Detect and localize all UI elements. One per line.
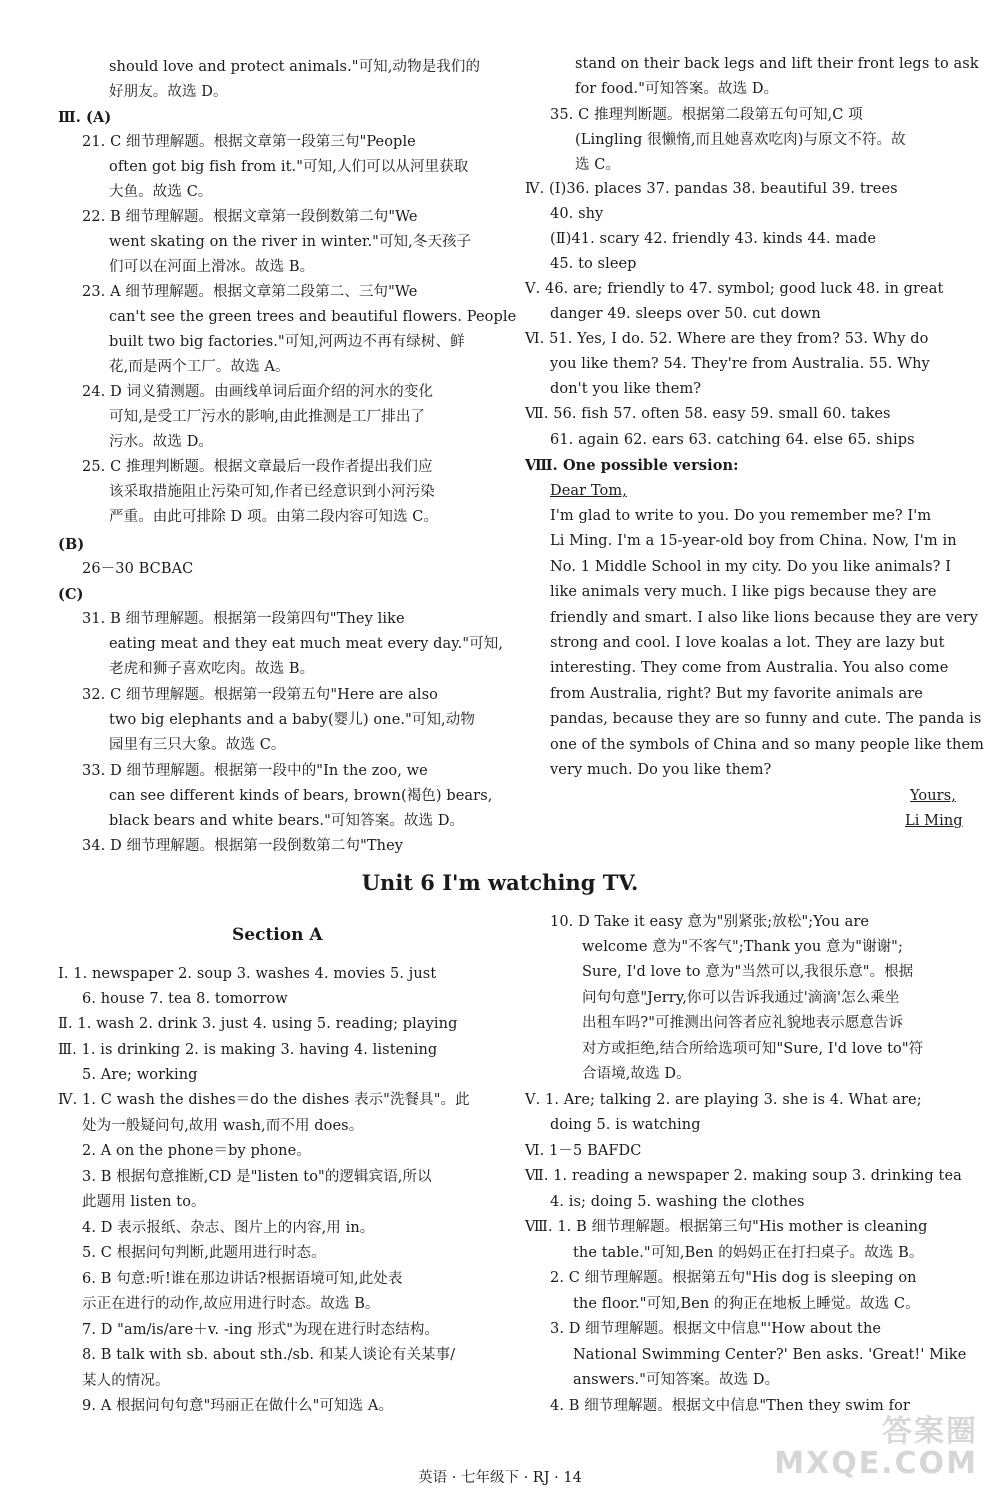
text-line: two big elephants and a baby(婴儿) one."可知,动物 <box>109 712 475 728</box>
text-line: 21. C 细节理解题。根据文章第一段第三句"People <box>82 134 416 150</box>
text-line: 5. C 根据问句判断,此题用进行时态。 <box>82 1245 326 1261</box>
text-line: Sure, I'd love to 意为"当然可以,我很乐意"。根据 <box>582 964 914 980</box>
letter-line: very much. Do you like them? <box>550 762 772 778</box>
section-heading: (C) <box>58 586 84 603</box>
section-heading: Ⅷ. One possible version: <box>525 457 739 474</box>
text-line: doing 5. is watching <box>550 1117 701 1133</box>
text-line: Ⅳ. (Ⅰ)36. places 37. pandas 38. beautiful 39. trees <box>525 181 898 197</box>
text-line: 示正在进行的动作,故应用进行时态。故选 B。 <box>82 1296 380 1312</box>
text-line: 9. A 根据问句句意"玛丽正在做什么"可知选 A。 <box>82 1398 394 1414</box>
text-line: (Ⅱ)41. scary 42. friendly 43. kinds 44. made <box>550 231 877 247</box>
letter-line: from Australia, right? But my favorite animals are <box>550 686 923 702</box>
text-line: 大鱼。故选 C。 <box>109 184 213 200</box>
text-line: eating meat and they eat much meat every day."可知, <box>109 636 504 652</box>
text-line: you like them? 54. They're from Australia. 55. Why <box>550 356 930 372</box>
text-line: 此题用 listen to。 <box>82 1194 206 1210</box>
text-line: 出租车吗?"可推测出问答者应礼貌地表示愿意告诉 <box>582 1015 904 1031</box>
letter-line: one of the symbols of China and so many people like them <box>550 737 985 753</box>
section-heading: (B) <box>58 536 85 553</box>
text-line: 2. C 细节理解题。根据第五句"His dog is sleeping on <box>550 1270 917 1286</box>
letter-line: like animals very much. I like pigs because they are <box>550 584 937 600</box>
text-line: built two big factories."可知,河两边不再有绿树、鲜 <box>109 334 465 350</box>
text-line: 对方或拒绝,结合所给选项可知"Sure, I'd love to"符 <box>582 1041 924 1057</box>
text-line: Ⅱ. 1. wash 2. drink 3. just 4. using 5. reading; playing <box>58 1016 458 1032</box>
letter-closing: Yours, <box>910 788 956 804</box>
letter-signature: Li Ming <box>905 813 963 829</box>
letter-line: Li Ming. I'm a 15-year-old boy from China. Now, I'm in <box>550 533 957 549</box>
letter-line: pandas, because they are so funny and cute. The panda is <box>550 711 982 727</box>
text-line: Ⅵ. 1－5 BAFDC <box>525 1143 642 1159</box>
text-line: 问句句意"Jerry,你可以告诉我通过'滴滴'怎么乘坐 <box>582 990 900 1006</box>
text-line: don't you like them? <box>550 381 702 397</box>
text-line: 2. A on the phone＝by phone。 <box>82 1143 311 1159</box>
letter-greeting: Dear Tom, <box>550 483 627 499</box>
text-line: 合语境,故选 D。 <box>582 1066 691 1082</box>
text-line: 8. B talk with sb. about sth./sb. 和某人谈论有关某事/ <box>82 1347 456 1363</box>
text-line: 33. D 细节理解题。根据第一段中的"In the zoo, we <box>82 763 428 779</box>
text-line: 5. Are; working <box>82 1067 198 1083</box>
text-line: 32. C 细节理解题。根据第一段第五句"Here are also <box>82 687 439 703</box>
text-line: Ⅳ. 1. C wash the dishes＝do the dishes 表示"洗餐具"。此 <box>58 1092 470 1108</box>
text-line: for food."可知答案。故选 D。 <box>575 81 779 97</box>
text-line: black bears and white bears."可知答案。故选 D。 <box>109 813 465 829</box>
text-line: 22. B 细节理解题。根据文章第一段倒数第二句"We <box>82 209 418 225</box>
watermark-url: MXQE.COM <box>774 1446 978 1481</box>
text-line: Ⅲ. 1. is drinking 2. is making 3. having 4. listening <box>58 1042 438 1058</box>
text-line: 4. B 细节理解题。根据文中信息"Then they swim for <box>550 1398 910 1414</box>
text-line: went skating on the river in winter."可知,冬天孩子 <box>109 234 472 250</box>
text-line: 该采取措施阻止污染可知,作者已经意识到小河污染 <box>109 484 435 500</box>
text-line: answers."可知答案。故选 D。 <box>573 1372 780 1388</box>
watermark-logo-text: 答案圈 <box>882 1414 978 1449</box>
text-line: 6. house 7. tea 8. tomorrow <box>82 991 288 1007</box>
text-line: National Swimming Center?' Ben asks. 'Great!' Mike <box>573 1347 967 1363</box>
letter-line: interesting. They come from Australia. You also come <box>550 660 949 676</box>
text-line: should love and protect animals."可知,动物是我们的 <box>109 59 481 75</box>
watermark <box>774 1416 978 1480</box>
text-line: the floor."可知,Ben 的狗正在地板上睡觉。故选 C。 <box>573 1296 920 1312</box>
letter-line: strong and cool. I love koalas a lot. They are lazy but <box>550 635 945 651</box>
text-line: 31. B 细节理解题。根据第一段第四句"They like <box>82 611 405 627</box>
text-line: 4. D 表示报纸、杂志、图片上的内容,用 in。 <box>82 1220 375 1236</box>
text-line: 10. D Take it easy 意为"别紧张;放松";You are <box>550 914 870 930</box>
letter-line: friendly and smart. I also like lions because they are very <box>550 610 979 626</box>
text-line: 3. B 根据句意推断,CD 是"listen to"的逻辑宾语,所以 <box>82 1169 432 1185</box>
text-line: 26－30 BCBAC <box>82 561 194 577</box>
text-line: Ⅶ. 1. reading a newspaper 2. making soup 3. drinking tea <box>525 1168 962 1184</box>
text-line: 7. D "am/is/are＋v. -ing 形式"为现在进行时态结构。 <box>82 1322 440 1338</box>
text-line: Ⅷ. 1. B 细节理解题。根据第三句"His mother is cleaning <box>525 1219 928 1235</box>
text-line: 园里有三只大象。故选 C。 <box>109 737 286 753</box>
text-line: 严重。由此可排除 D 项。由第二段内容可知选 C。 <box>109 509 439 525</box>
text-line: 选 C。 <box>575 157 621 173</box>
text-line: 某人的情况。 <box>82 1373 170 1389</box>
text-line: 处为一般疑问句,故用 wash,而不用 does。 <box>82 1118 364 1134</box>
text-line: 好朋友。故选 D。 <box>109 84 228 100</box>
page-footer: 英语 · 七年级下 · RJ · 14 <box>418 1470 582 1486</box>
text-line: can see different kinds of bears, brown(褐色) bears, <box>109 788 493 804</box>
text-line: 24. D 词义猜测题。由画线单词后面介绍的河水的变化 <box>82 384 434 400</box>
text-line: Ⅴ. 46. are; friendly to 47. symbol; good luck 48. in great <box>525 281 944 297</box>
text-line: the table."可知,Ben 的妈妈正在打扫桌子。故选 B。 <box>573 1245 924 1261</box>
text-line: 40. shy <box>550 206 604 222</box>
text-line: 34. D 细节理解题。根据第一段倒数第二句"They <box>82 838 404 854</box>
section-heading: Ⅲ. (A) <box>58 109 112 126</box>
text-line: danger 49. sleeps over 50. cut down <box>550 306 821 322</box>
text-line: Ⅰ. 1. newspaper 2. soup 3. washes 4. movies 5. just <box>58 966 437 982</box>
text-line: Ⅵ. 51. Yes, I do. 52. Where are they from? 53. Why do <box>525 331 929 347</box>
text-line: can't see the green trees and beautiful flowers. People <box>109 309 517 325</box>
letter-line: I'm glad to write to you. Do you remember me? I'm <box>550 508 932 524</box>
text-line: 3. D 细节理解题。根据文中信息"'How about the <box>550 1321 882 1337</box>
text-line: 可知,是受工厂污水的影响,由此推测是工厂排出了 <box>109 409 426 425</box>
text-line: Ⅴ. 1. Are; talking 2. are playing 3. she is 4. What are; <box>525 1092 922 1108</box>
text-line: stand on their back legs and lift their front legs to ask <box>575 56 979 72</box>
text-line: 35. C 推理判断题。根据第二段第五句可知,C 项 <box>550 107 863 123</box>
text-line: (Lingling 很懒惰,而且她喜欢吃肉)与原文不符。故 <box>575 132 906 148</box>
letter-line: No. 1 Middle School in my city. Do you like animals? I <box>550 559 952 575</box>
text-line: 4. is; doing 5. washing the clothes <box>550 1194 805 1210</box>
text-line: 25. C 推理判断题。根据文章最后一段作者提出我们应 <box>82 459 433 475</box>
text-line: 45. to sleep <box>550 256 637 272</box>
text-line: 23. A 细节理解题。根据文章第二段第二、三句"We <box>82 284 418 300</box>
text-line: 们可以在河面上滑冰。故选 B。 <box>109 259 315 275</box>
section-title: Section A <box>232 925 323 945</box>
text-line: 6. B 句意:听!谁在那边讲话?根据语境可知,此处表 <box>82 1271 403 1287</box>
unit-title: Unit 6 I'm watching TV. <box>361 870 639 895</box>
text-line: 花,而是两个工厂。故选 A。 <box>109 359 290 375</box>
text-line: 老虎和狮子喜欢吃肉。故选 B。 <box>109 661 315 677</box>
text-line: Ⅶ. 56. fish 57. often 58. easy 59. small 60. takes <box>525 406 891 422</box>
text-line: 污水。故选 D。 <box>109 434 214 450</box>
text-line: 61. again 62. ears 63. catching 64. else 65. ships <box>550 432 915 448</box>
text-line: often got big fish from it."可知,人们可以从河里获取 <box>109 159 469 175</box>
text-line: welcome 意为"不客气";Thank you 意为"谢谢"; <box>582 939 903 955</box>
